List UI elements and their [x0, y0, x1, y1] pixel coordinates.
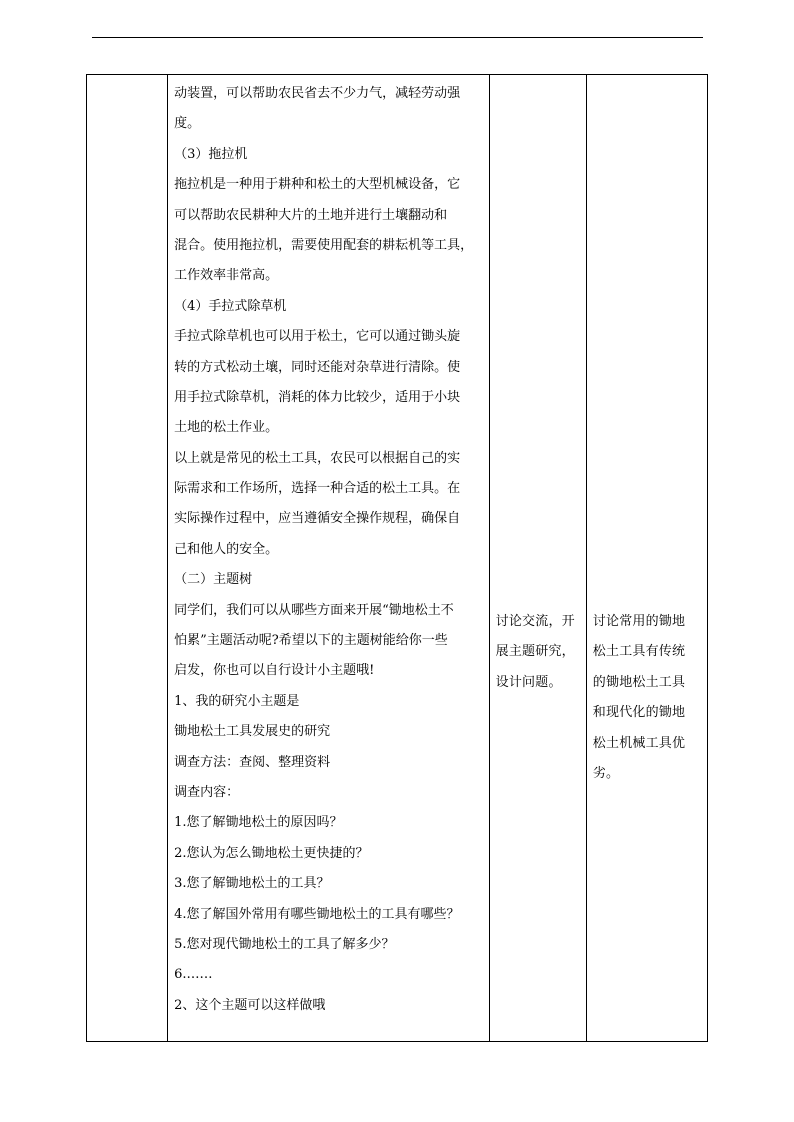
text-line: 调查方法：查阅、整理资料 [174, 754, 331, 770]
text-line: 6.…… [174, 967, 213, 983]
header-rule [92, 37, 703, 38]
text-line: 5.您对现代锄地松土的工具了解多少？ [174, 936, 395, 952]
text-line: （二）主题树 [174, 572, 253, 588]
text-line: 可以帮助农民耕种大片的土地并进行土壤翻动和 [174, 207, 448, 223]
teaching-content-cell [168, 75, 490, 1042]
text-line: 讨论交流，开 [495, 614, 575, 629]
text-line: 松土机械工具优 [592, 735, 686, 751]
student-activity-text [490, 75, 586, 698]
text-line: 度。 [174, 116, 201, 132]
student-activity-cell [489, 75, 586, 1042]
text-line: 工作效率非常高。 [174, 268, 279, 284]
text-line: 拖拉机是一种用于耕种和松土的大型机械设备，它 [174, 177, 461, 193]
text-line: 锄地松土工具发展史的研究 [174, 724, 331, 740]
text-line: 劣。 [592, 765, 620, 781]
text-line: 2.您认为怎么锄地松土更快捷的？ [174, 845, 369, 861]
text-line: 己和他人的安全。 [174, 541, 279, 557]
text-line: 调查内容： [174, 784, 240, 800]
teaching-content-text [168, 75, 489, 1021]
text-line: 松土工具有传统 [592, 644, 686, 660]
text-line: 实际操作过程中，应当遵循安全操作规程，确保自 [174, 511, 461, 527]
text-line: 转的方式松动土壤，同时还能对杂草进行清除。使 [174, 359, 461, 375]
text-line: 动装置，可以帮助农民省去不少力气，减轻劳动强 [174, 86, 461, 101]
text-line: 展主题研究， [495, 644, 575, 660]
text-line: 际需求和工作场所，选择一种合适的松土工具。在 [174, 481, 461, 497]
text-line: 1.您了解锄地松土的原因吗？ [174, 815, 343, 831]
text-line: 怕累”主题活动呢?希望以下的主题树能给你一些 [174, 633, 448, 649]
text-line: 3.您了解锄地松土的工具？ [174, 876, 330, 892]
text-line: 讨论常用的锄地 [592, 614, 686, 629]
design-intent-cell [586, 75, 707, 1042]
text-line: 手拉式除草机也可以用于松土，它可以通过锄头旋 [174, 329, 461, 345]
text-line: 土地的松土作业。 [174, 420, 279, 436]
text-line: 以上就是常见的松土工具，农民可以根据自己的实 [174, 450, 461, 466]
text-line: 4.您了解国外常用有哪些锄地松土的工具有哪些？ [174, 906, 460, 922]
text-line: （3）拖拉机 [174, 146, 248, 162]
text-line: 和现代化的锄地 [592, 705, 686, 721]
text-line: 设计问题。 [495, 674, 562, 690]
text-line: （4）手拉式除草机 [174, 298, 287, 314]
text-line: 用手拉式除草机，消耗的体力比较少，适用于小块 [174, 389, 461, 405]
lesson-plan-table [86, 74, 708, 1042]
text-line: 2、这个主题可以这样做哦 [174, 997, 326, 1013]
table-row [87, 75, 708, 1042]
design-intent-text [587, 75, 707, 789]
text-line: 启发，你也可以自行设计小主题哦! [174, 663, 375, 679]
stage-cell [87, 75, 168, 1042]
text-line: 的锄地松土工具 [592, 674, 686, 690]
text-line: 混合。使用拖拉机，需要使用配套的耕耘机等工具， [174, 237, 474, 253]
text-line: 同学们，我们可以从哪些方面来开展“锄地松土不 [174, 602, 454, 618]
text-line: 1、我的研究小主题是 [174, 693, 300, 709]
